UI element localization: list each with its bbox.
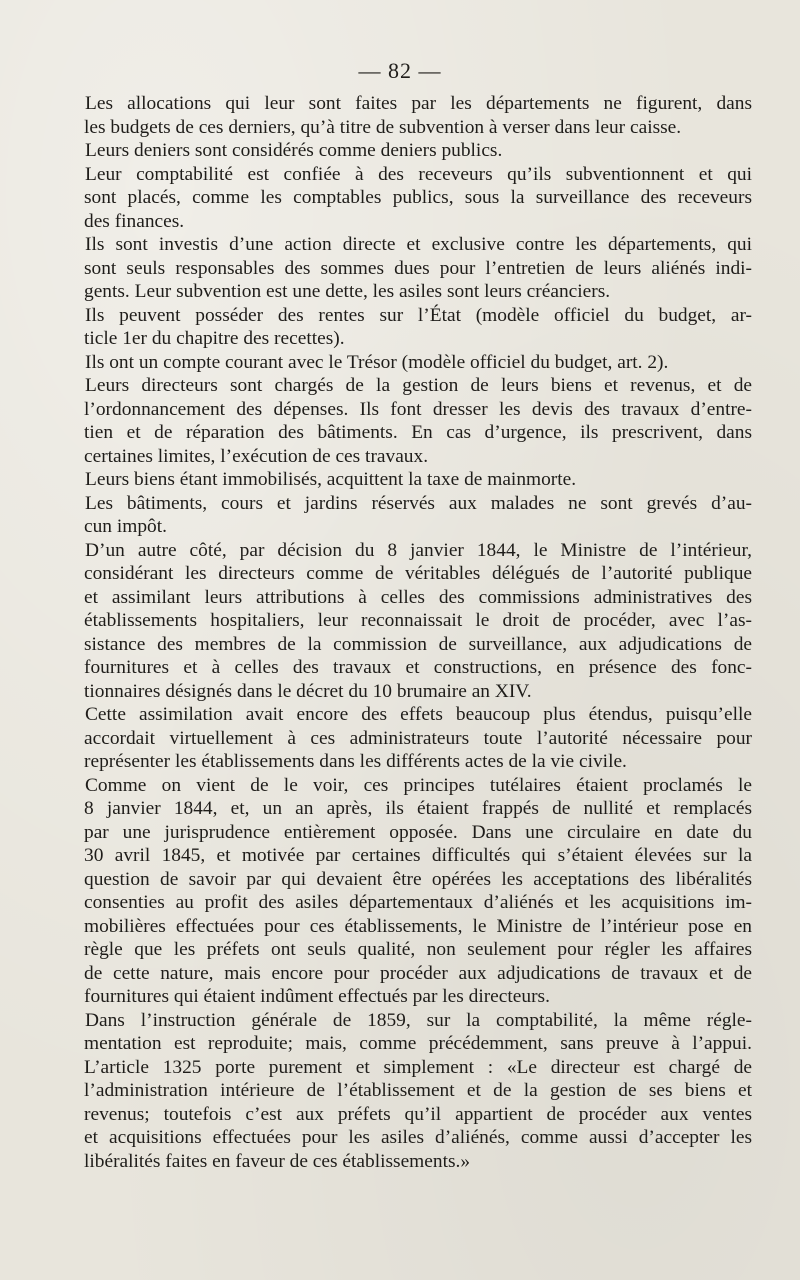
text-line: de cette nature, mais encore pour procéder aux adjudications de travaux et de	[84, 962, 752, 984]
text-line: certaines limites, l’exécution de ces travaux.	[84, 445, 429, 467]
text-line: accordait virtuellement à ces administrateurs toute l’autorité nécessaire pour	[84, 727, 752, 749]
text-line: sont seuls responsables des sommes dues pour l’entretien de leurs aliénés indi-	[84, 257, 752, 279]
text-line: Les allocations qui leur sont faites par les départements ne figurent, dans	[85, 93, 752, 114]
text-line: Leurs deniers sont considérés comme deniers publics.	[85, 140, 503, 161]
text-line: D’un autre côté, par décision du 8 janvier 1844, le Ministre de l’intérieur,	[85, 539, 752, 561]
paragraph	[82, 92, 752, 139]
paragraph	[82, 351, 752, 375]
text-line: cun impôt.	[84, 516, 167, 537]
text-line: établissements hospitaliers, leur reconnaissait le droit de procéder, avec l’as-	[84, 610, 752, 631]
paragraph	[82, 304, 752, 351]
text-line: gents. Leur subvention est une dette, les asiles sont leurs créanciers.	[84, 281, 611, 302]
text-line: par une jurisprudence entièrement opposée. Dans une circulaire en date du	[84, 821, 752, 843]
text-line: tien et de réparation des bâtiments. En cas d’urgence, ils prescrivent, dans	[84, 422, 752, 443]
paragraph	[82, 163, 752, 234]
text-line: des finances.	[84, 210, 185, 232]
text-line: fournitures qui étaient indûment effectués par les directeurs.	[84, 986, 550, 1007]
paragraph	[82, 539, 752, 704]
paragraph	[82, 139, 752, 163]
text-line: sont placés, comme les comptables publics, sous la surveillance des receveurs	[84, 187, 752, 208]
paragraph	[82, 1009, 752, 1174]
paragraph	[82, 774, 752, 1009]
text-line: l’administration intérieure de l’établissement et de la gestion de ses biens et	[84, 1080, 752, 1101]
text-line: Dans l’instruction générale de 1859, sur la comptabilité, la même régle-	[85, 1009, 752, 1031]
paragraph	[82, 703, 752, 774]
text-line: Ils peuvent posséder des rentes sur l’État (modèle officiel du budget, ar-	[85, 304, 752, 326]
body-text	[82, 92, 752, 1173]
text-line: sistance des membres de la commission de surveillance, aux adjudications de	[84, 633, 752, 655]
text-line: Leur comptabilité est confiée à des receveurs qu’ils subventionnent et qui	[85, 163, 752, 185]
text-line: règle que les préfets ont seuls qualité, non seulement pour régler les affaires	[84, 939, 752, 960]
text-line: les budgets de ces derniers, qu’à titre de subvention à verser dans leur caisse.	[84, 116, 682, 138]
text-line: Ils sont investis d’une action directe et exclusive contre les départements, qui	[85, 234, 752, 255]
text-line: 30 avril 1845, et motivée par certaines difficultés qui s’étaient élevées sur la	[84, 845, 752, 866]
text-line: Les bâtiments, cours et jardins réservés aux malades ne sont grevés d’au-	[85, 492, 752, 514]
paragraph	[82, 233, 752, 304]
paragraph	[82, 492, 752, 539]
text-line: Comme on vient de le voir, ces principes tutélaires étaient proclamés le	[85, 774, 752, 796]
page-number: — 82 —	[358, 58, 442, 83]
paragraph	[82, 374, 752, 468]
text-line: libéralités faites en faveur de ces établissements.»	[84, 1150, 471, 1172]
text-line: L’article 1325 porte purement et simplement : «Le directeur est chargé de	[84, 1056, 752, 1078]
text-line: mobilières effectuées pour ces établissements, le Ministre de l’intérieur pose en	[84, 915, 752, 937]
text-line: tionnaires désignés dans le décret du 10 brumaire an XIV.	[84, 680, 532, 702]
text-line: consenties au profit des asiles départementaux d’aliénés et les acquisitions im-	[84, 892, 752, 913]
text-line: mentation est reproduite; mais, comme précédemment, sans preuve à l’appui.	[84, 1033, 752, 1054]
text-line: Leurs biens étant immobilisés, acquittent la taxe de mainmorte.	[85, 469, 577, 490]
text-line: revenus; toutefois c’est aux préfets qu’il appartient de procéder aux ventes	[84, 1103, 752, 1125]
paragraph	[82, 468, 752, 492]
text-line: Leurs directeurs sont chargés de la gestion de leurs biens et revenus, et de	[85, 375, 752, 396]
text-line: et acquisitions effectuées pour les asiles d’aliénés, comme aussi d’accepter les	[84, 1127, 752, 1148]
text-line: considérant les directeurs comme de véritables délégués de l’autorité publique	[84, 563, 752, 584]
text-line: et assimilant leurs attributions à celles des commissions administratives des	[84, 586, 752, 608]
text-line: Ils ont un compte courant avec le Trésor (modèle officiel du budget, art. 2).	[85, 351, 669, 373]
text-line: question de savoir par qui devaient être opérées les acceptations des libéralités	[84, 868, 752, 890]
text-line: 8 janvier 1844, et, un an après, ils étaient frappés de nullité et remplacés	[84, 798, 752, 819]
text-line: l’ordonnancement des dépenses. Ils font dresser les devis des travaux d’entre-	[84, 398, 752, 420]
text-line: ticle 1er du chapitre des recettes).	[84, 328, 345, 349]
text-line: représenter les établissements dans les différents actes de la vie civile.	[84, 751, 627, 772]
text-line: Cette assimilation avait encore des effets beaucoup plus étendus, puisqu’elle	[85, 704, 752, 725]
text-line: fournitures et à celles des travaux et constructions, en présence des fonc-	[84, 657, 752, 678]
